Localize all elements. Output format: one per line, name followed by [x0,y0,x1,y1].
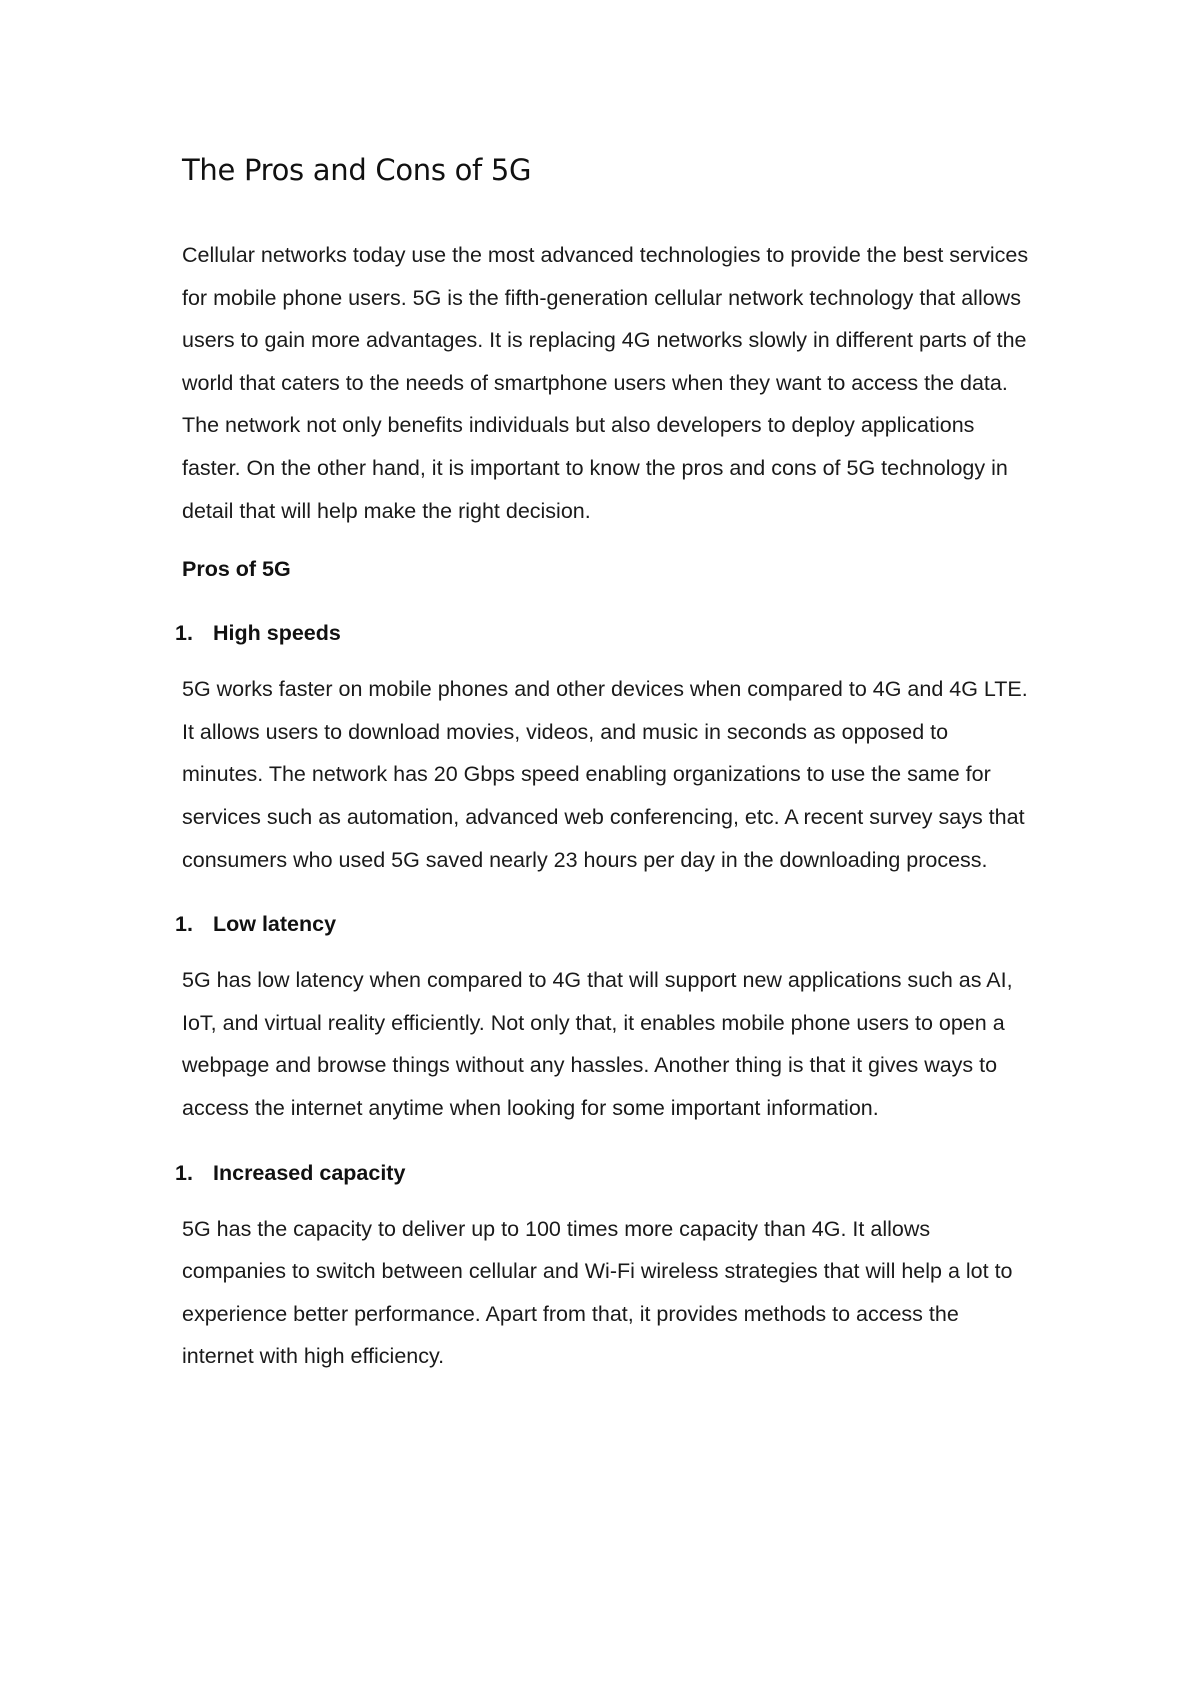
document-title: The Pros and Cons of 5G [182,153,532,187]
pros-heading: Pros of 5G [182,557,291,582]
item-number: 1. [175,621,193,646]
item-title: Low latency [213,912,337,937]
document-body [175,148,1032,1378]
item-title: High speeds [213,621,341,646]
item-heading-increased-capacity [175,1152,1032,1194]
item-heading-low-latency [175,903,1032,945]
intro-paragraph: Cellular networks today use the most advanced technologies to provide the best services for mobile phone users. 5G is the fifth-generation cellular network technology that allows users to gain more advantages. It is replacing 4G networks slowly in different parts of the world that caters to the needs of smartphone users when they want to access the data. The network not only benefits individuals but also developers to deploy applications faster. On the other hand, it is important to know the pros and cons of 5G technology in detail that will help make the right decision. [182,243,1029,523]
item-heading-high-speeds [175,612,1032,654]
item-title: Increased capacity [213,1160,406,1185]
item-number: 1. [175,1160,193,1185]
item-number: 1. [175,912,193,937]
item-paragraph-increased-capacity: 5G has the capacity to deliver up to 100 times more capacity than 4G. It allows companies to switch between cellular and Wi-Fi wireless strategies that will help a lot to experience better performance. Apart from that, it provides methods to access the internet with high efficiency. [182,1216,1013,1369]
item-paragraph-high-speeds: 5G works faster on mobile phones and other devices when compared to 4G and 4G LTE. It allows users to download movies, videos, and music in seconds as opposed to minutes. The network has 20 Gbps speed enabling organizations to use the same for services such as automation, advanced web conferencing, etc. A recent survey says that consumers who used 5G saved nearly 23 hours per day in the downloading process. [182,677,1028,872]
item-paragraph-low-latency: 5G has low latency when compared to 4G that will support new applications such as AI, IoT, and virtual reality efficiently. Not only that, it enables mobile phone users to open a webpage and browse things without any hassles. Another thing is that it gives ways to access the internet anytime when looking for some important information. [182,968,1013,1120]
